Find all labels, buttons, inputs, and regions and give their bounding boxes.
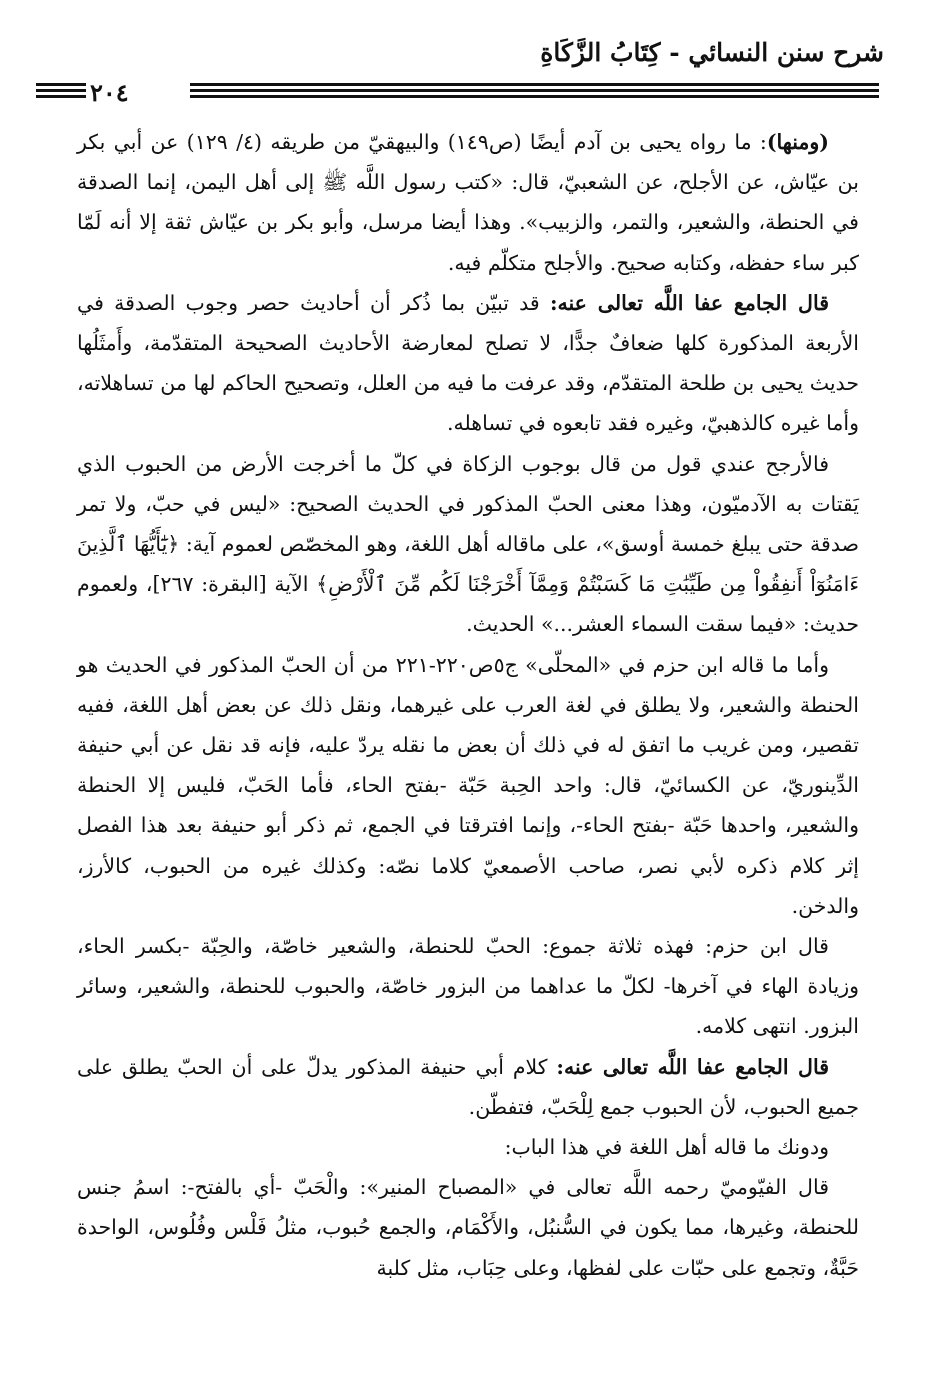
paragraph [77, 645, 859, 926]
paragraph-text: وأما ما قاله ابن حزم في «المحلّى» ج٥ص٢٢٠-٢٢١ من أن الحبّ المذكور في الحديث هو الحنطة والشعير، ولا يطلق في لغة العرب على غيرهما، ونقل ذلك عن بعض أهل اللغة، ففيه تقصير، ومن غريب ما اتفق له في ذلك أن بعض ما نقله يردّ عليه، فإنه قد نقل عن أبي حنيفة الدِّينوريّ، عن الكسائيّ، قال: واحد الحِبة حَبّة -بفتح الحاء، فأما الحَبّ، فليس إلا الحنطة والشعير، واحدها حَبّة -بفتح الحاء-، وإنما افترقتا في الجمع، ثم ذكر أبو حنيفة بعد هذا الفصل إثر كلام ذكره لأبي نصر، صاحب الأصمعيّ كلاما نصّه: وكذلك غيره من الحبوب، كالأرز، والدخن. [77, 652, 859, 918]
paragraph-lead: قال الجامع عفا اللَّه تعالى عنه: [549, 290, 829, 315]
paragraph [77, 122, 859, 283]
header-rule [190, 83, 879, 99]
paragraph-text: ودونك ما قاله أهل اللغة في هذا الباب: [504, 1135, 829, 1160]
paragraph-text: قال الفيّوميّ رحمه اللَّه تعالى في «المصباح المنير»: والْحَبّ -أي بالفتح-: اسمُ جنس للحنطة، وغيرها، مما يكون في السُّنبُل، والأَكْمَام، والجمع حُبوب، مثلُ فَلْس وفُلُوس، الواحدة حَبَّةٌ، وتجمع على حبّات على لفظها، وعلى حِبَاب، مثل كلبة [77, 1175, 859, 1280]
paragraph [77, 444, 859, 645]
paragraph-text: قال ابن حزم: فهذه ثلاثة جموع: الحبّ للحنطة، والشعير خاصّة، والحِبّة -بكسر الحاء، وزيادة الهاء في آخرها- لكلّ ما عداهما من البزور خاصّة، والحبوب للحنطة، والشعير، وسائر البزور. انتهى كلامه. [77, 934, 859, 1039]
paragraph-lead: (ومنها) [766, 130, 829, 154]
header-rule-short [36, 83, 86, 99]
main-text [77, 122, 859, 1288]
paragraph [77, 926, 859, 1047]
page-number: ٢٠٤ [90, 78, 129, 107]
paragraph-text: قد تبيّن بما ذُكر أن أحاديث حصر وجوب الصدقة في الأربعة المذكورة كلها ضعافٌ جدًّا، لا تصلح لمعارضة الأحاديث الصحيحة المتقدّمة، وأَمثَلُها حديث يحيى بن طلحة المتقدّم، وقد عرفت ما فيه من العلل، وتصحيح الحاكم لها من تساهلاته، وأما غيره كالذهبيّ، وغيره فقد تابعوه في تساهله. [77, 290, 859, 436]
paragraph-text: كلام أبي حنيفة المذكور يدلّ على أن الحبّ يطلق على جميع الحبوب، لأن الحبوب جمع لِلْحَبّ، فتفطّن. [77, 1054, 859, 1119]
running-head: شرح سنن النسائي - كِتَابُ الزَّكَاةِ [540, 38, 884, 67]
paragraph [77, 1127, 859, 1167]
paragraph [77, 283, 859, 444]
paragraph [77, 1047, 859, 1127]
paragraph-text: فالأرجح عندي قول من قال بوجوب الزكاة في كلّ ما أخرجت الأرض من الحبوب الذي يَقتات به الآدميّون، وهذا معنى الحبّ المذكور في الحديث الصحيح: «ليس في حبّ، ولا تمر صدقة حتى يبلغ خمسة أوسق»، على ماقاله أهل اللغة، وهو المخصّص لعموم آية: ﴿يَٰٓأَيُّهَا ٱلَّذِينَ ءَامَنُوٓاْ أَنفِقُواْ مِن طَيِّبَٰتِ مَا كَسَبْتُمْ وَمِمَّآ أَخْرَجْنَا لَكُم مِّنَ ٱلْأَرْضِ﴾ الآية [البقرة: ٢٦٧]، ولعموم حديث: «فيما سقت السماء العشر...» الحديث. [77, 451, 859, 637]
paragraph-text: : ما رواه يحيى بن آدم أيضًا (ص١٤٩) والبيهقيّ من طريقه (٤/ ١٢٩) عن أبي بكر بن عيّاش، عن الأجلح، عن الشعبيّ، قال: «كتب رسول اللَّه ﷺ إلى أهل اليمن، إنما الصدقة في الحنطة، والشعير، والتمر، والزبيب». وهذا أيضا مرسل، وأبو بكر بن عيّاش ثقة إلا أنه لَمّا كبر ساء حفظه، وكتابه صحيح. والأجلح متكلّم فيه. [77, 130, 859, 275]
paragraph-lead: قال الجامع عفا اللَّه تعالى عنه: [556, 1054, 829, 1079]
paragraph [77, 1167, 859, 1288]
